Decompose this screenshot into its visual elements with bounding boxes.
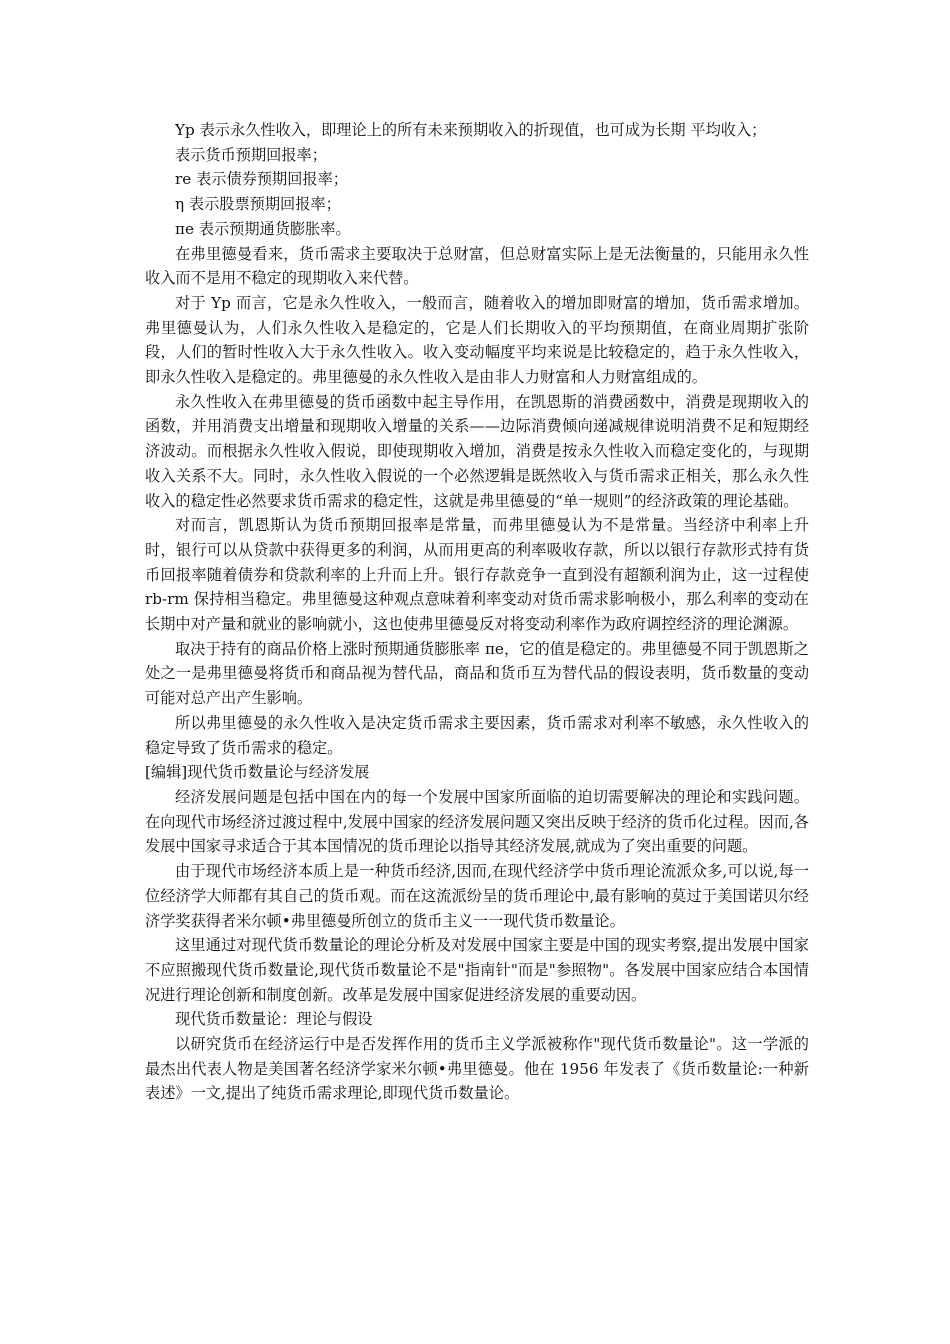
- paragraph-inflation: 取决于持有的商品价格上涨时预期通货膨胀率 πe，它的值是稳定的。弗里德曼不同于凯恩斯之处之一是弗里德曼将货币和商品视为替代品，商品和货币互为替代品的假设表明，货币数量的变动可能对总产出产生影响。: [145, 639, 809, 708]
- section-paragraph-analysis: 这里通过对现代货币数量论的理论分析及对发展中国家主要是中国的现实考察,提出发展中国家不应照搬现代货币数量论,现代货币数量论不是"指南针"而是"参照物"。各发展中国家应结合本国情况进行理论创新和制度创新。改革是发展中国家促进经济发展的重要动因。: [145, 936, 809, 1004]
- definition-eta: η 表示股票预期回报率；: [175, 195, 341, 214]
- paragraph-total-wealth: 在弗里德曼看来，货币需求主要取决于总财富，但总财富实际上是无法衡量的，只能用永久性收入而不是用不稳定的现期收入来代替。: [145, 244, 809, 288]
- document-page: [145, 118, 809, 1106]
- section-paragraph-development: 经济发展问题是包括中国在内的每一个发展中国家所面临的迫切需要解决的理论和实践问题。在向现代市场经济过渡过程中,发展中国家的经济发展问题又突出反映于经济的货币化过程。因而,各发展中国家寻求适合于其本国情况的货币理论以指导其经济发展,就成为了突出重要的问题。: [145, 787, 809, 856]
- definition-re: re 表示债券预期回报率；: [175, 170, 348, 189]
- definition-rm: 表示货币预期回报率；: [175, 145, 327, 164]
- definition-pie: πe 表示预期通货膨胀率。: [175, 219, 351, 238]
- definition-yp: Yp 表示永久性收入，即理论上的所有未来预期收入的折现值，也可成为长期 平均收入；: [175, 121, 767, 139]
- paragraph-yp: 对于 Yp 而言，它是永久性收入，一般而言，随着收入的增加即财富的增加，货币需求增加。弗里德曼认为，人们永久性收入是稳定的，它是人们长期收入的平均预期值，在商业周期扩张阶段，人们的暂时性收入大于永久性收入。收入变动幅度平均来说是比较稳定的，趋于永久性收入，即永久性收入是稳定的。弗里德曼的永久性收入是由非人力财富和人力财富组成的。: [145, 293, 809, 387]
- final-paragraph: 以研究货币在经济运行中是否发挥作用的货币主义学派被称作"现代货币数量论"。这一学派的最杰出代表人物是美国著名经济学家米尔顿•弗里德曼。他在 1956 年发表了《货币数量论:一种新表述》一文,提出了纯货币需求理论,即现代货币数量论。: [145, 1035, 809, 1103]
- paragraph-conclusion: 所以弗里德曼的永久性收入是决定货币需求主要因素，货币需求对利率不敏感，永久性收入的稳定导致了货币需求的稳定。: [145, 713, 809, 757]
- paragraph-permanent-income-role: 永久性收入在弗里德曼的货币函数中起主导作用，在凯恩斯的消费函数中，消费是现期收入的函数，并用消费支出增量和现期收入增量的关系——边际消费倾向递减规律说明消费不足和短期经济波动。而根据永久性收入假说，即使现期收入增加，消费是按永久性收入而稳定变化的，与现期收入关系不大。同时，永久性收入假说的一个必然逻辑是既然收入与货币需求正相关，那么永久性收入的稳定性必然要求货币需求的稳定性，这就是弗里德曼的“单一规则”的经济政策的理论基础。: [145, 392, 809, 510]
- section-heading: [编辑]现代货币数量论与经济发展: [145, 763, 370, 782]
- paragraph-interest-rate: 对而言，凯恩斯认为货币预期回报率是常量，而弗里德曼认为不是常量。当经济中利率上升时，银行可以从贷款中获得更多的利润，从而用更高的利率吸收存款，所以以银行存款形式持有货币回报率随着债券和贷款利率的上升而上升。银行存款竞争一直到没有超额利润为止，这一过程使 rb-rm 保持相当稳定。弗里德曼这种观点意味着利率变动对货币需求影响极小，那么利率的变动在长期中对产量和就业的影响就小，这也使弗里德曼反对将变动利率作为政府调控经济的理论渊源。: [145, 516, 809, 634]
- section-paragraph-monetary-economy: 由于现代市场经济本质上是一种货币经济,因而,在现代经济学中货币理论流派众多,可以说,每一位经济学大师都有其自己的货币观。而在这流派纷呈的货币理论中,最有影响的莫过于美国诺贝尔经济学奖获得者米尔顿•弗里德曼所创立的货币主义一一现代货币数量论。: [145, 862, 809, 930]
- subheading: 现代货币数量论：理论与假设: [175, 1010, 373, 1029]
